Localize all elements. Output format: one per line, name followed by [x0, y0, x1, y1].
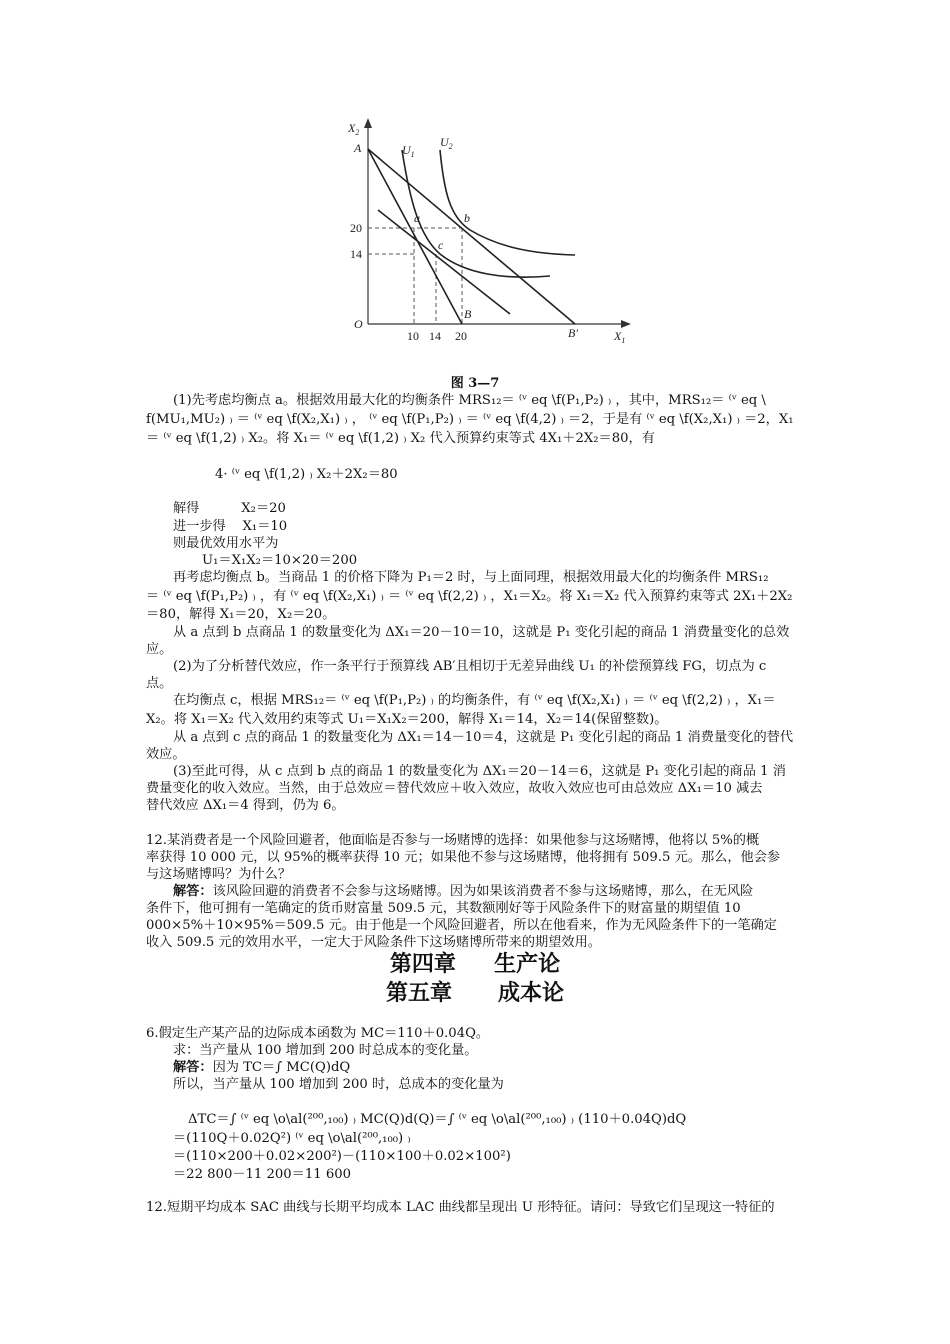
text-line: (3)至此可得，从 c 点到 b 点的商品 1 的数量变化为 ΔX₁＝20－14＝6，这就是 P₁ 变化引起的商品 1 消: [173, 764, 786, 779]
text-line: 效应。: [146, 747, 186, 762]
compensated-budget-line: [378, 210, 510, 314]
indifference-curve-U1: [402, 150, 550, 277]
text-line: 点。: [146, 676, 173, 691]
figure-caption: 图 3—7: [450, 376, 500, 391]
answer-label: 解答：: [173, 1060, 213, 1075]
equation-line: ΔTC＝∫ ⁽ᵛ eq \o\al(²⁰⁰,₁₀₀) ₎ MC(Q)d(Q)＝∫ ⁽ᵛ eq \o\al(²⁰⁰,₁₀₀) ₎ (110＋0.04Q)dQ: [188, 1112, 687, 1127]
chapter-5-heading: 第五章 成本论: [386, 981, 564, 1006]
point-B-label: B: [464, 307, 472, 321]
y-axis-arrow: [364, 118, 372, 128]
text-line: (2)为了分析替代效应，作一条平行于预算线 AB′且相切于无差异曲线 U₁ 的补偿预算线 FG，切点为 c: [173, 659, 767, 674]
x-tick-14: 14: [429, 329, 441, 343]
point-c-label: c: [438, 238, 444, 252]
chapter-4-heading: 第四章 生产论: [389, 952, 561, 977]
point-B-prime-label: B′: [568, 326, 578, 340]
equation-line: 4· ⁽ᵛ eq \f(1,2) ₎ X₂＋2X₂＝80: [215, 467, 398, 482]
x-axis-arrow: [621, 320, 631, 328]
text-line: 则最优效用水平为: [173, 536, 279, 551]
text-line: 费量变化的收入效应。当然，由于总效应＝替代效应＋收入效应，故收入效应也可由总效应 ΔX₁＝10 减去: [146, 781, 763, 796]
answer-line: [173, 1059, 350, 1076]
y-tick-14: 14: [350, 247, 362, 261]
text-line: 6.假定生产某产品的边际成本函数为 MC＝110＋0.04Q。: [146, 1026, 490, 1041]
budget-line-AB: [368, 149, 462, 324]
text-line: 求：当产量从 100 增加到 200 时总成本的变化量。: [173, 1043, 478, 1058]
text-line: 应。: [146, 642, 173, 657]
text-line: f(MU₁,MU₂) ₎ ＝ ⁽ᵛ eq \f(X₂,X₁) ₎ ， ⁽ᵛ eq \f(P₁,P₂) ₎ ＝ ⁽ᵛ eq \f(4,2) ₎ ＝2，于是有 ⁽ᵛ eq \f(X₂,X₁) ₎ ＝2，X₁: [146, 412, 794, 427]
budget-line-AB-prime: [368, 149, 575, 324]
indifference-curve-figure: [330, 112, 650, 362]
y-tick-20: 20: [350, 221, 362, 235]
text-line: 12.短期平均成本 SAC 曲线与长期平均成本 LAC 曲线都呈现出 U 形特征。请问：导致它们呈现这一特征的: [146, 1200, 775, 1215]
answer-label: 解答：: [173, 884, 213, 899]
y-axis-label: $X_2$: [348, 121, 360, 137]
x-axis-label: $X_1$: [614, 329, 626, 345]
x-tick-10: 10: [407, 329, 419, 343]
point-A-label: A: [354, 141, 362, 155]
text-line: 条件下，他可拥有一笔确定的货币财富量 509.5 元，其数额刚好等于风险条件下的财富量的期望值 10: [146, 901, 741, 916]
text-line: 解得 X₂＝20: [173, 501, 286, 516]
figure-svg: [330, 112, 650, 362]
text-line: ＝80，解得 X₁＝20，X₂＝20。: [146, 607, 336, 622]
origin-label: O: [354, 317, 363, 331]
text-line: 收入 509.5 元的效用水平，一定大于风险条件下这场赌博所带来的期望效用。: [146, 935, 601, 950]
text-line: 与这场赌博吗？为什么？: [146, 867, 292, 882]
text-line: ＝ ⁽ᵛ eq \f(1,2) ₎ X₂。将 X₁＝ ⁽ᵛ eq \f(1,2) ₎ X₂ 代入预算约束等式 4X₁＋2X₂＝80，有: [146, 431, 655, 446]
text-line: X₂。将 X₁＝X₂ 代入效用约束等式 U₁＝X₁X₂＝200，解得 X₁＝14，X₂＝14(保留整数)。: [146, 712, 668, 727]
equation-line: ＝22 800－11 200＝11 600: [173, 1167, 351, 1182]
text-line: 所以，当产量从 100 增加到 200 时，总成本的变化量为: [173, 1077, 504, 1092]
x-tick-20: 20: [455, 329, 467, 343]
text-line: (1)先考虑均衡点 a。根据效用最大化的均衡条件 MRS₁₂＝ ⁽ᵛ eq \f(P₁,P₂) ₎ ，其中，MRS₁₂＝ ⁽ᵛ eq \: [173, 393, 766, 408]
answer-line: [173, 883, 753, 900]
equation-line: ＝(110×200＋0.02×200²)－(110×100＋0.02×100²): [173, 1149, 511, 1164]
text-line: 000×5%＋10×95%＝509.5 元。由于他是一个风险回避者，所以在他看来，作为无风险条件下的一笔确定: [146, 918, 777, 933]
answer-text: 该风险回避的消费者不会参与这场赌博。因为如果该消费者不参与这场赌博，那么，在无风险: [212, 884, 754, 899]
text-line: 率获得 10 000 元，以 95%的概率获得 10 元；如果他不参与这场赌博，他将拥有 509.5 元。那么，他会参: [146, 850, 781, 865]
point-b-label: b: [464, 211, 470, 225]
text-line: 在均衡点 c，根据 MRS₁₂＝ ⁽ᵛ eq \f(P₁,P₂) ₎ 的均衡条件，有 ⁽ᵛ eq \f(X₂,X₁) ₎ ＝ ⁽ᵛ eq \f(2,2) ₎ ，X₁＝: [173, 693, 776, 708]
equation-line: ＝(110Q＋0.02Q²) ⁽ᵛ eq \o\al(²⁰⁰,₁₀₀) ₎: [173, 1131, 411, 1146]
point-a-label: a: [414, 211, 420, 225]
curve-U1-label: $U_1$: [402, 143, 415, 159]
text-line: 12.某消费者是一个风险回避者，他面临是否参与一场赌博的选择：如果他参与这场赌博，他将以 5%的概: [146, 833, 760, 848]
text-line: 再考虑均衡点 b。当商品 1 的价格下降为 P₁＝2 时，与上面同理，根据效用最大化的均衡条件 MRS₁₂: [173, 570, 769, 585]
text-line: 进一步得 X₁＝10: [173, 519, 288, 534]
equation-line: U₁＝X₁X₂＝10×20＝200: [202, 553, 358, 568]
text-line: 从 a 点到 b 点商品 1 的数量变化为 ΔX₁＝20－10＝10，这就是 P₁ 变化引起的商品 1 消费量变化的总效: [173, 625, 790, 640]
text-line: ＝ ⁽ᵛ eq \f(P₁,P₂) ₎ ，有 ⁽ᵛ eq \f(X₂,X₁) ₎ ＝ ⁽ᵛ eq \f(2,2) ₎ ，X₁＝X₂。将 X₁＝X₂ 代入预算约束等式 2X₁＋2X₂: [146, 589, 793, 604]
curve-U2-label: $U_2$: [440, 135, 453, 151]
indifference-curve-U2: [440, 150, 575, 255]
answer-text: 因为 TC＝∫ MC(Q)dQ: [212, 1060, 351, 1075]
text-line: 替代效应 ΔX₁＝4 得到，仍为 6。: [146, 798, 345, 813]
text-line: 从 a 点到 c 点的商品 1 的数量变化为 ΔX₁＝14－10＝4，这就是 P₁ 变化引起的商品 1 消费量变化的替代: [173, 730, 794, 745]
